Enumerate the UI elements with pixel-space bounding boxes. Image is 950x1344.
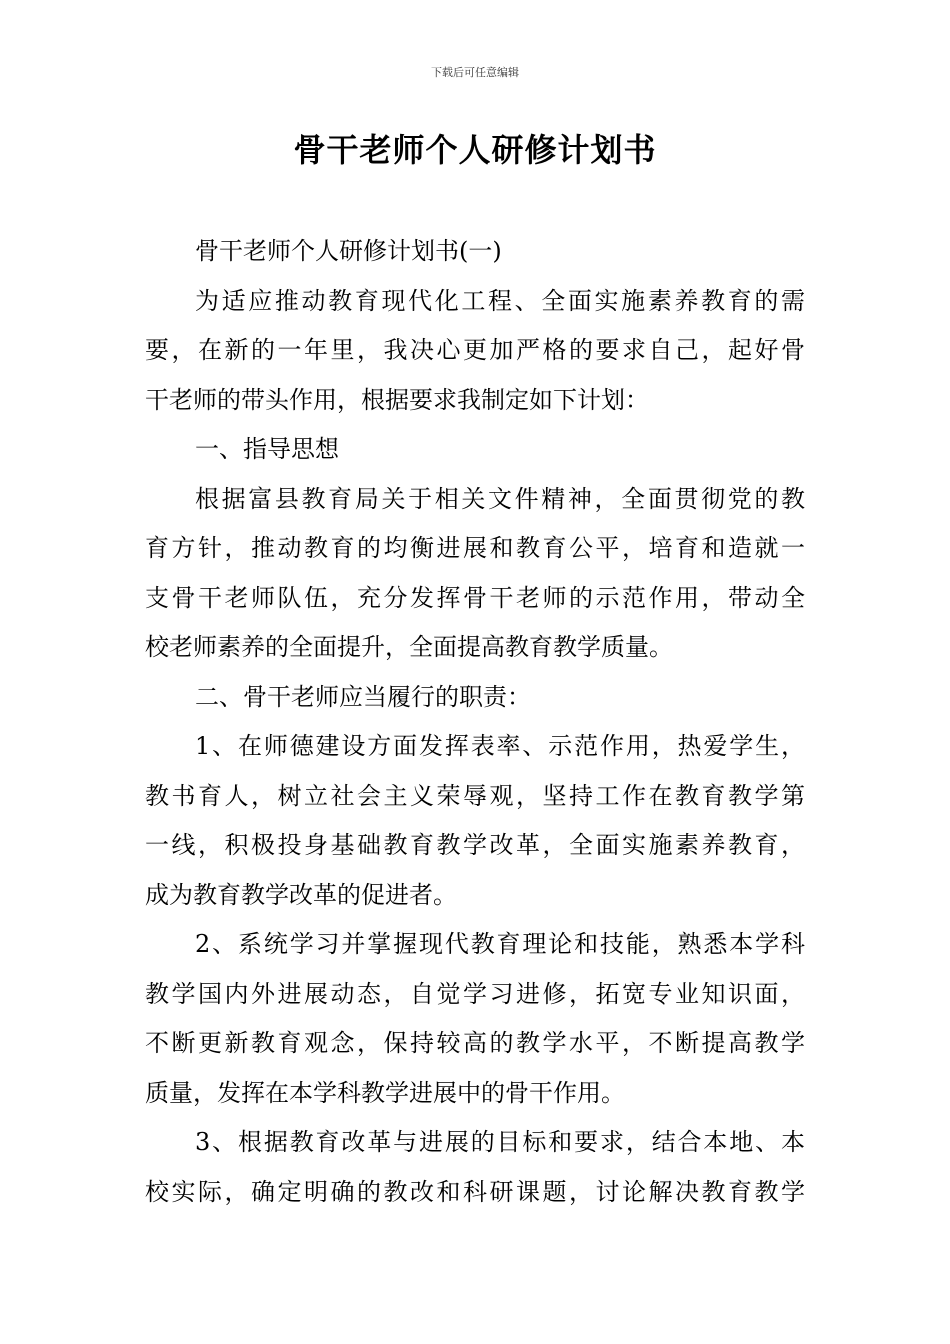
paragraph-line: 骨干老师个人研修计划书(一) xyxy=(195,237,502,265)
paragraph-line: 2、系统学习并掌握现代教育理论和技能，熟悉本学科 xyxy=(195,930,805,958)
paragraph-line: 不断更新教育观念，保持较高的教学水平，不断提高教学 xyxy=(145,1029,805,1057)
paragraph-line: 为适应推动教育现代化工程、全面实施素养教育的需 xyxy=(195,286,805,315)
document-body xyxy=(145,227,805,1217)
paragraph-line: 干老师的带头作用，根据要求我制定如下计划： xyxy=(145,385,649,414)
paragraph-line: 成为教育教学改革的促进者。 xyxy=(145,880,457,909)
paragraph-line: 校老师素养的全面提升，全面提高教育教学质量。 xyxy=(145,633,673,661)
document-title: 骨干老师个人研修计划书 xyxy=(293,131,657,169)
paragraph-line: 教学国内外进展动态，自觉学习进修，拓宽专业知识面， xyxy=(145,979,805,1008)
paragraph-line: 校实际，确定明确的教改和科研课题，讨论解决教育教学 xyxy=(145,1177,805,1206)
paragraph-line: 一、指导思想 xyxy=(195,435,339,463)
paragraph-line: 要，在新的一年里，我决心更加严格的要求自己，起好骨 xyxy=(145,336,805,364)
paragraph-line: 质量，发挥在本学科教学进展中的骨干作用。 xyxy=(145,1078,625,1107)
paragraph-line: 支骨干老师队伍，充分发挥骨干老师的示范作用，带动全 xyxy=(145,583,805,612)
paragraph-line: 一线，积极投身基础教育教学改革，全面实施素养教育， xyxy=(145,831,805,859)
paragraph-line: 1、在师德建设方面发挥表率、示范作用，热爱学生， xyxy=(195,732,805,760)
paragraph-line: 育方针，推动教育的均衡进展和教育公平，培育和造就一 xyxy=(145,534,805,562)
page-header-note: 下载后可任意编辑 xyxy=(431,66,519,79)
paragraph-line: 3、根据教育改革与进展的目标和要求，结合本地、本 xyxy=(195,1128,805,1156)
paragraph-line: 根据富县教育局关于相关文件精神，全面贯彻党的教 xyxy=(195,484,805,513)
paragraph-line: 二、骨干老师应当履行的职责： xyxy=(195,682,531,711)
paragraph-line: 教书育人，树立社会主义荣辱观，坚持工作在教育教学第 xyxy=(145,781,805,810)
